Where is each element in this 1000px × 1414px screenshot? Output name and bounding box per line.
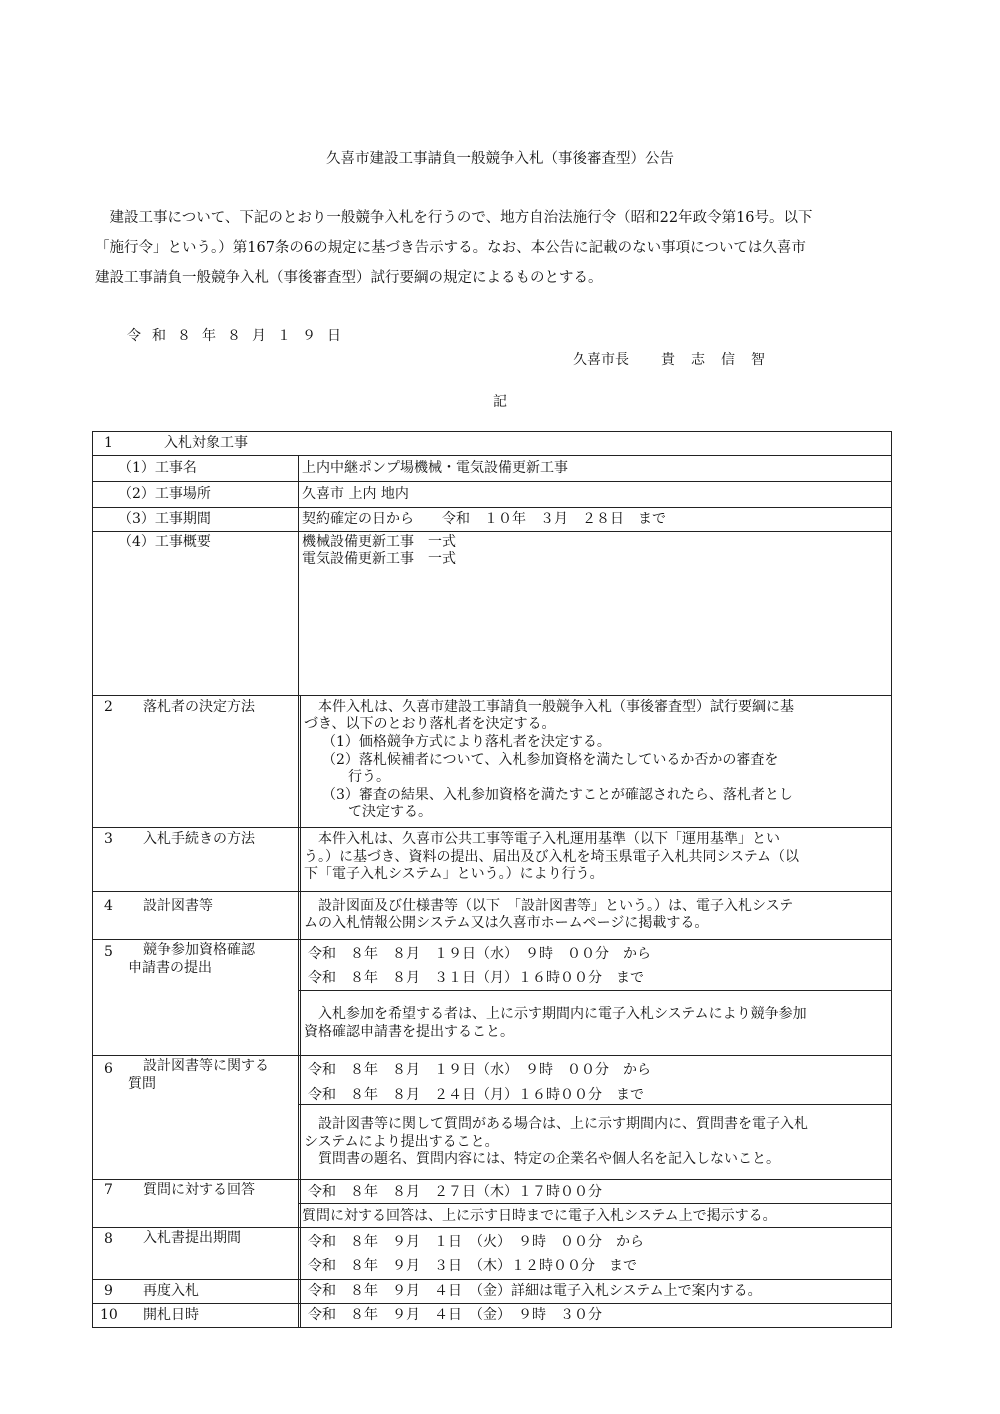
section-number: 8 [104,1231,113,1247]
section-label: 質問に対する回答 [143,1182,255,1198]
period-from: 令和 ８年 ８月 １９日（水） ９時 ００分 から [308,1062,651,1078]
body-line: 入札参加を希望する者は、上に示す期間内に電子入札システムにより競争参加 [304,1006,807,1022]
section-label: 競争参加資格確認 [143,942,255,958]
section-number: 7 [104,1182,113,1198]
construction-summary: 機械設備更新工事 一式 [302,534,456,550]
section-number: 2 [104,699,113,715]
body-line: （1）価格競争方式により落札者を決定する。 [322,734,611,750]
section-label: 入札対象工事 [164,435,248,451]
ki-heading: 記 [493,394,507,410]
section-label: 入札手続きの方法 [143,831,255,847]
intro-line: 建設工事について、下記のとおり一般競争入札を行うので、地方自治法施行令（昭和22年政令第16号。以下 [95,210,813,226]
body-line: ムの入札情報公開システム又は久喜市ホームページに掲載する。 [304,915,709,931]
row-label: （3）工事期間 [118,511,211,527]
construction-name: 上内中継ポンプ場機械・電気設備更新工事 [302,460,568,476]
body-line: 設計図書等に関して質問がある場合は、上に示す期間内に、質問書を電子入札 [304,1116,808,1132]
signer-title: 久喜市長 [573,352,629,368]
signer-name: 貴志信智 [661,352,781,368]
row-label: （2）工事場所 [118,486,211,502]
construction-location: 久喜市 上内 地内 [302,486,409,502]
section-label: 再度入札 [143,1283,199,1299]
row-label: （1）工事名 [118,460,197,476]
answer-datetime: 令和 ８年 ８月 ２７日（木）１７時００分 [308,1184,602,1200]
section-number: 9 [104,1283,113,1299]
body-line: 設計図面及び仕様書等（以下 「設計図書等」という。）は、電子入札システ [304,898,794,914]
page-title: 久喜市建設工事請負一般競争入札（事後審査型）公告 [326,151,674,167]
section-label: 申請書の提出 [128,960,212,976]
body-line: う。）に基づき、資料の提出、届出及び入札を埼玉県電子入札共同システム（以 [304,849,800,865]
section-number: 6 [104,1061,113,1077]
section-number: 3 [104,831,113,847]
section-label: 入札書提出期間 [143,1230,241,1246]
construction-summary: 電気設備更新工事 一式 [302,551,456,567]
period-to: 令和 ８年 ８月 ３１日（月）１６時００分 まで [308,970,644,986]
period-from: 令和 ８年 ９月 １日 （火） ９時 ００分 から [308,1234,644,1250]
section-label: 落札者の決定方法 [143,699,255,715]
section-number: 1 [104,435,113,451]
body-line: （3）審査の結果、入札参加資格を満たすことが確認されたら、落札者とし [322,787,793,803]
period-from: 令和 ８年 ８月 １９日（水） ９時 ００分 から [308,946,651,962]
body-line: 質問書の題名、質問内容には、特定の企業名や個人名を記入しないこと。 [304,1151,780,1167]
section-label: 設計図書等 [143,898,213,914]
body-line: 本件入札は、久喜市公共工事等電子入札運用基準（以下「運用基準」とい [304,831,780,847]
notice-date: 令和８年８月１９日 [127,328,352,344]
section-number: 5 [104,944,113,960]
intro-line: 「施行令」という。）第167条の6の規定に基づき告示する。なお、本公告に記載のない事項については久喜市 [95,240,806,256]
body-line: 資格確認申請書を提出すること。 [304,1024,514,1040]
section-number: 10 [100,1307,118,1323]
body-line: 下「電子入札システム」という。）により行う。 [304,866,604,882]
bid-opening-datetime: 令和 ８年 ９月 ４日 （金） ９時 ３０分 [308,1307,602,1323]
body-line: 本件入札は、久喜市建設工事請負一般競争入札（事後審査型）試行要綱に基 [304,699,794,715]
body-line: て決定する。 [348,804,432,820]
period-to: 令和 ８年 ９月 ３日 （木）１２時００分 まで [308,1258,637,1274]
intro-line: 建設工事請負一般競争入札（事後審査型）試行要綱の規定によるものとする。 [95,270,603,286]
section-label: 開札日時 [143,1307,199,1323]
body-line: 質問に対する回答は、上に示す日時までに電子入札システム上で掲示する。 [302,1208,777,1224]
body-line: 行う。 [348,769,390,785]
body-line: （2）落札候補者について、入札参加資格を満たしているか否かの審査を [322,752,779,768]
body-line: システムにより提出すること。 [304,1134,499,1150]
section-label: 質問 [128,1076,156,1092]
section-number: 4 [104,898,113,914]
rebid-info: 令和 ８年 ９月 ４日 （金）詳細は電子入札システム上で案内する。 [308,1283,762,1299]
section-label: 設計図書等に関する [143,1058,269,1074]
row-label: （4）工事概要 [118,534,211,550]
body-line: づき、以下のとおり落札者を決定する。 [304,716,556,732]
construction-period: 契約確定の日から 令和 １０年 ３月 ２８日 まで [302,511,666,527]
period-to: 令和 ８年 ８月 ２４日（月）１６時００分 まで [308,1087,644,1103]
